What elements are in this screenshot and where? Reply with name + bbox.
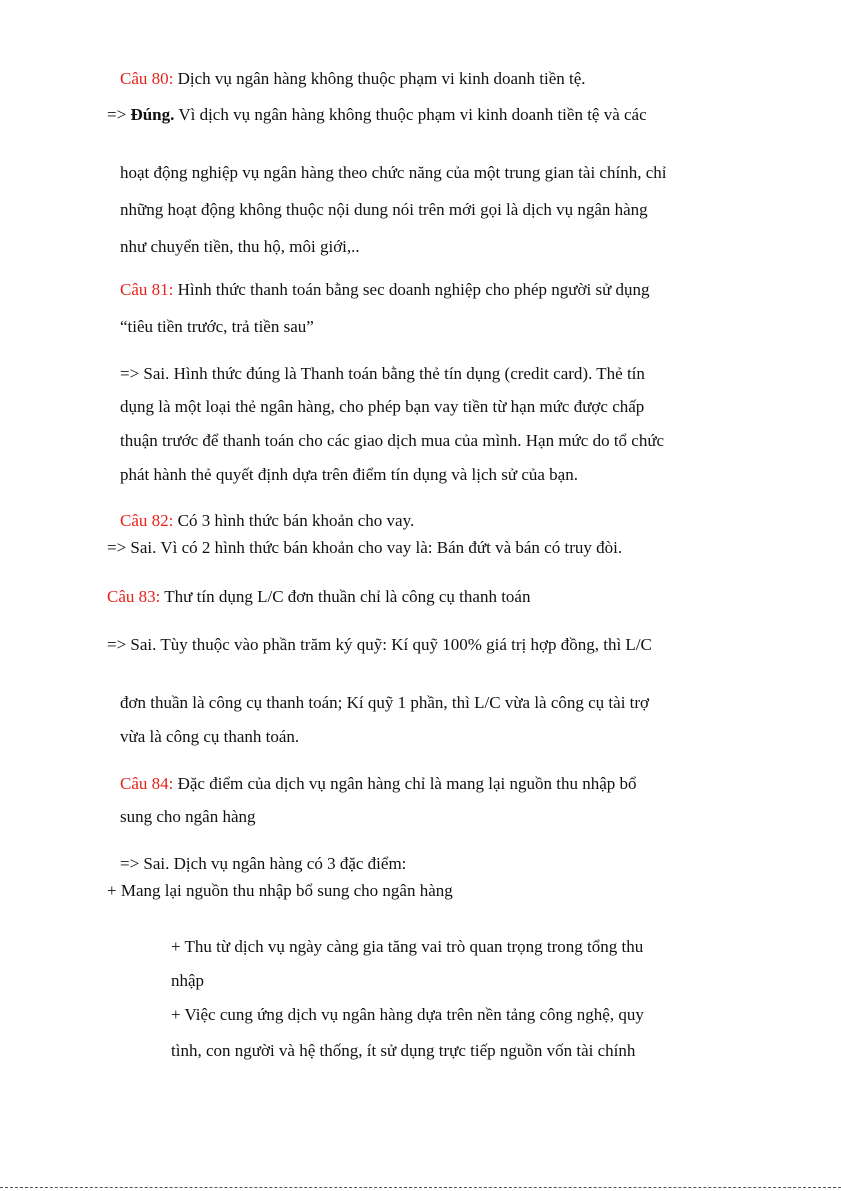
- question-83-text: Thư tín dụng L/C đơn thuần chỉ là công cụ thanh toán: [160, 587, 531, 606]
- answer-80-line-3: những hoạt động không thuộc nội dung nói trên mới gọi là dịch vụ ngân hàng: [120, 200, 648, 219]
- page-bottom-divider: [0, 1187, 841, 1188]
- question-81: [120, 279, 650, 301]
- answer-84-point-3: + Việc cung ứng dịch vụ ngân hàng dựa trên nền tảng công nghệ, quy: [171, 1005, 644, 1024]
- question-81-label: Câu 81:: [120, 280, 174, 299]
- answer-81-line-1: => Sai. Hình thức đúng là Thanh toán bằng thẻ tín dụng (credit card). Thẻ tín: [120, 364, 645, 383]
- answer-84-line-1: => Sai. Dịch vụ ngân hàng có 3 đặc điểm:: [120, 854, 407, 873]
- answer-83-line-1: => Sai. Tùy thuộc vào phần trăm ký quỹ: Kí quỹ 100% giá trị hợp đồng, thì L/C: [107, 635, 652, 654]
- answer-80-verdict: Đúng.: [130, 105, 175, 124]
- answer-84-point-2: + Thu từ dịch vụ ngày càng gia tăng vai trò quan trọng trong tổng thu: [171, 937, 644, 956]
- question-84-label: Câu 84:: [120, 774, 174, 793]
- question-84-text: Đặc điểm của dịch vụ ngân hàng chỉ là mang lại nguồn thu nhập bổ: [173, 774, 637, 793]
- answer-81-line-2: dụng là một loại thẻ ngân hàng, cho phép bạn vay tiền từ hạn mức được chấp: [120, 397, 645, 416]
- answer-80-line-2: hoạt động nghiệp vụ ngân hàng theo chức năng của một trung gian tài chính, chỉ: [120, 163, 667, 182]
- answer-84-point-2-cont: nhập: [171, 971, 205, 990]
- question-80-text: Dịch vụ ngân hàng không thuộc phạm vi kinh doanh tiền tệ.: [173, 69, 586, 88]
- answer-80-text: Vì dịch vụ ngân hàng không thuộc phạm vi kinh doanh tiền tệ và các: [174, 105, 647, 124]
- answer-80-line-1: [107, 104, 647, 126]
- answer-80-line-4: như chuyển tiền, thu hộ, môi giới,..: [120, 237, 360, 256]
- answer-83-line-2: đơn thuần là công cụ thanh toán; Kí quỹ 1 phần, thì L/C vừa là công cụ tài trợ: [120, 693, 650, 712]
- question-83: [107, 586, 530, 608]
- question-82: [120, 510, 414, 532]
- question-82-label: Câu 82:: [120, 511, 174, 530]
- question-80: [120, 68, 586, 90]
- answer-84-point-1: + Mang lại nguồn thu nhập bổ sung cho ngân hàng: [107, 881, 453, 900]
- answer-82: => Sai. Vì có 2 hình thức bán khoản cho vay là: Bán đứt và bán có truy đòi.: [107, 538, 623, 557]
- question-82-text: Có 3 hình thức bán khoản cho vay.: [173, 511, 415, 530]
- answer-81-line-3: thuận trước để thanh toán cho các giao dịch mua của mình. Hạn mức do tổ chức: [120, 431, 665, 450]
- question-84-line-2: sung cho ngân hàng: [120, 807, 256, 826]
- question-80-label: Câu 80:: [120, 69, 174, 88]
- question-83-label: Câu 83:: [107, 587, 161, 606]
- answer-81-line-4: phát hành thẻ quyết định dựa trên điểm tín dụng và lịch sử của bạn.: [120, 465, 578, 484]
- question-84: [120, 773, 637, 795]
- answer-83-line-3: vừa là công cụ thanh toán.: [120, 727, 300, 746]
- answer-84-point-3-cont: tình, con người và hệ thống, ít sử dụng trực tiếp nguồn vốn tài chính: [171, 1041, 636, 1060]
- answer-arrow: =>: [107, 105, 131, 124]
- question-81-line-2: “tiêu tiền trước, trả tiền sau”: [120, 317, 314, 336]
- question-81-text: Hình thức thanh toán bằng sec doanh nghiệp cho phép người sử dụng: [173, 280, 650, 299]
